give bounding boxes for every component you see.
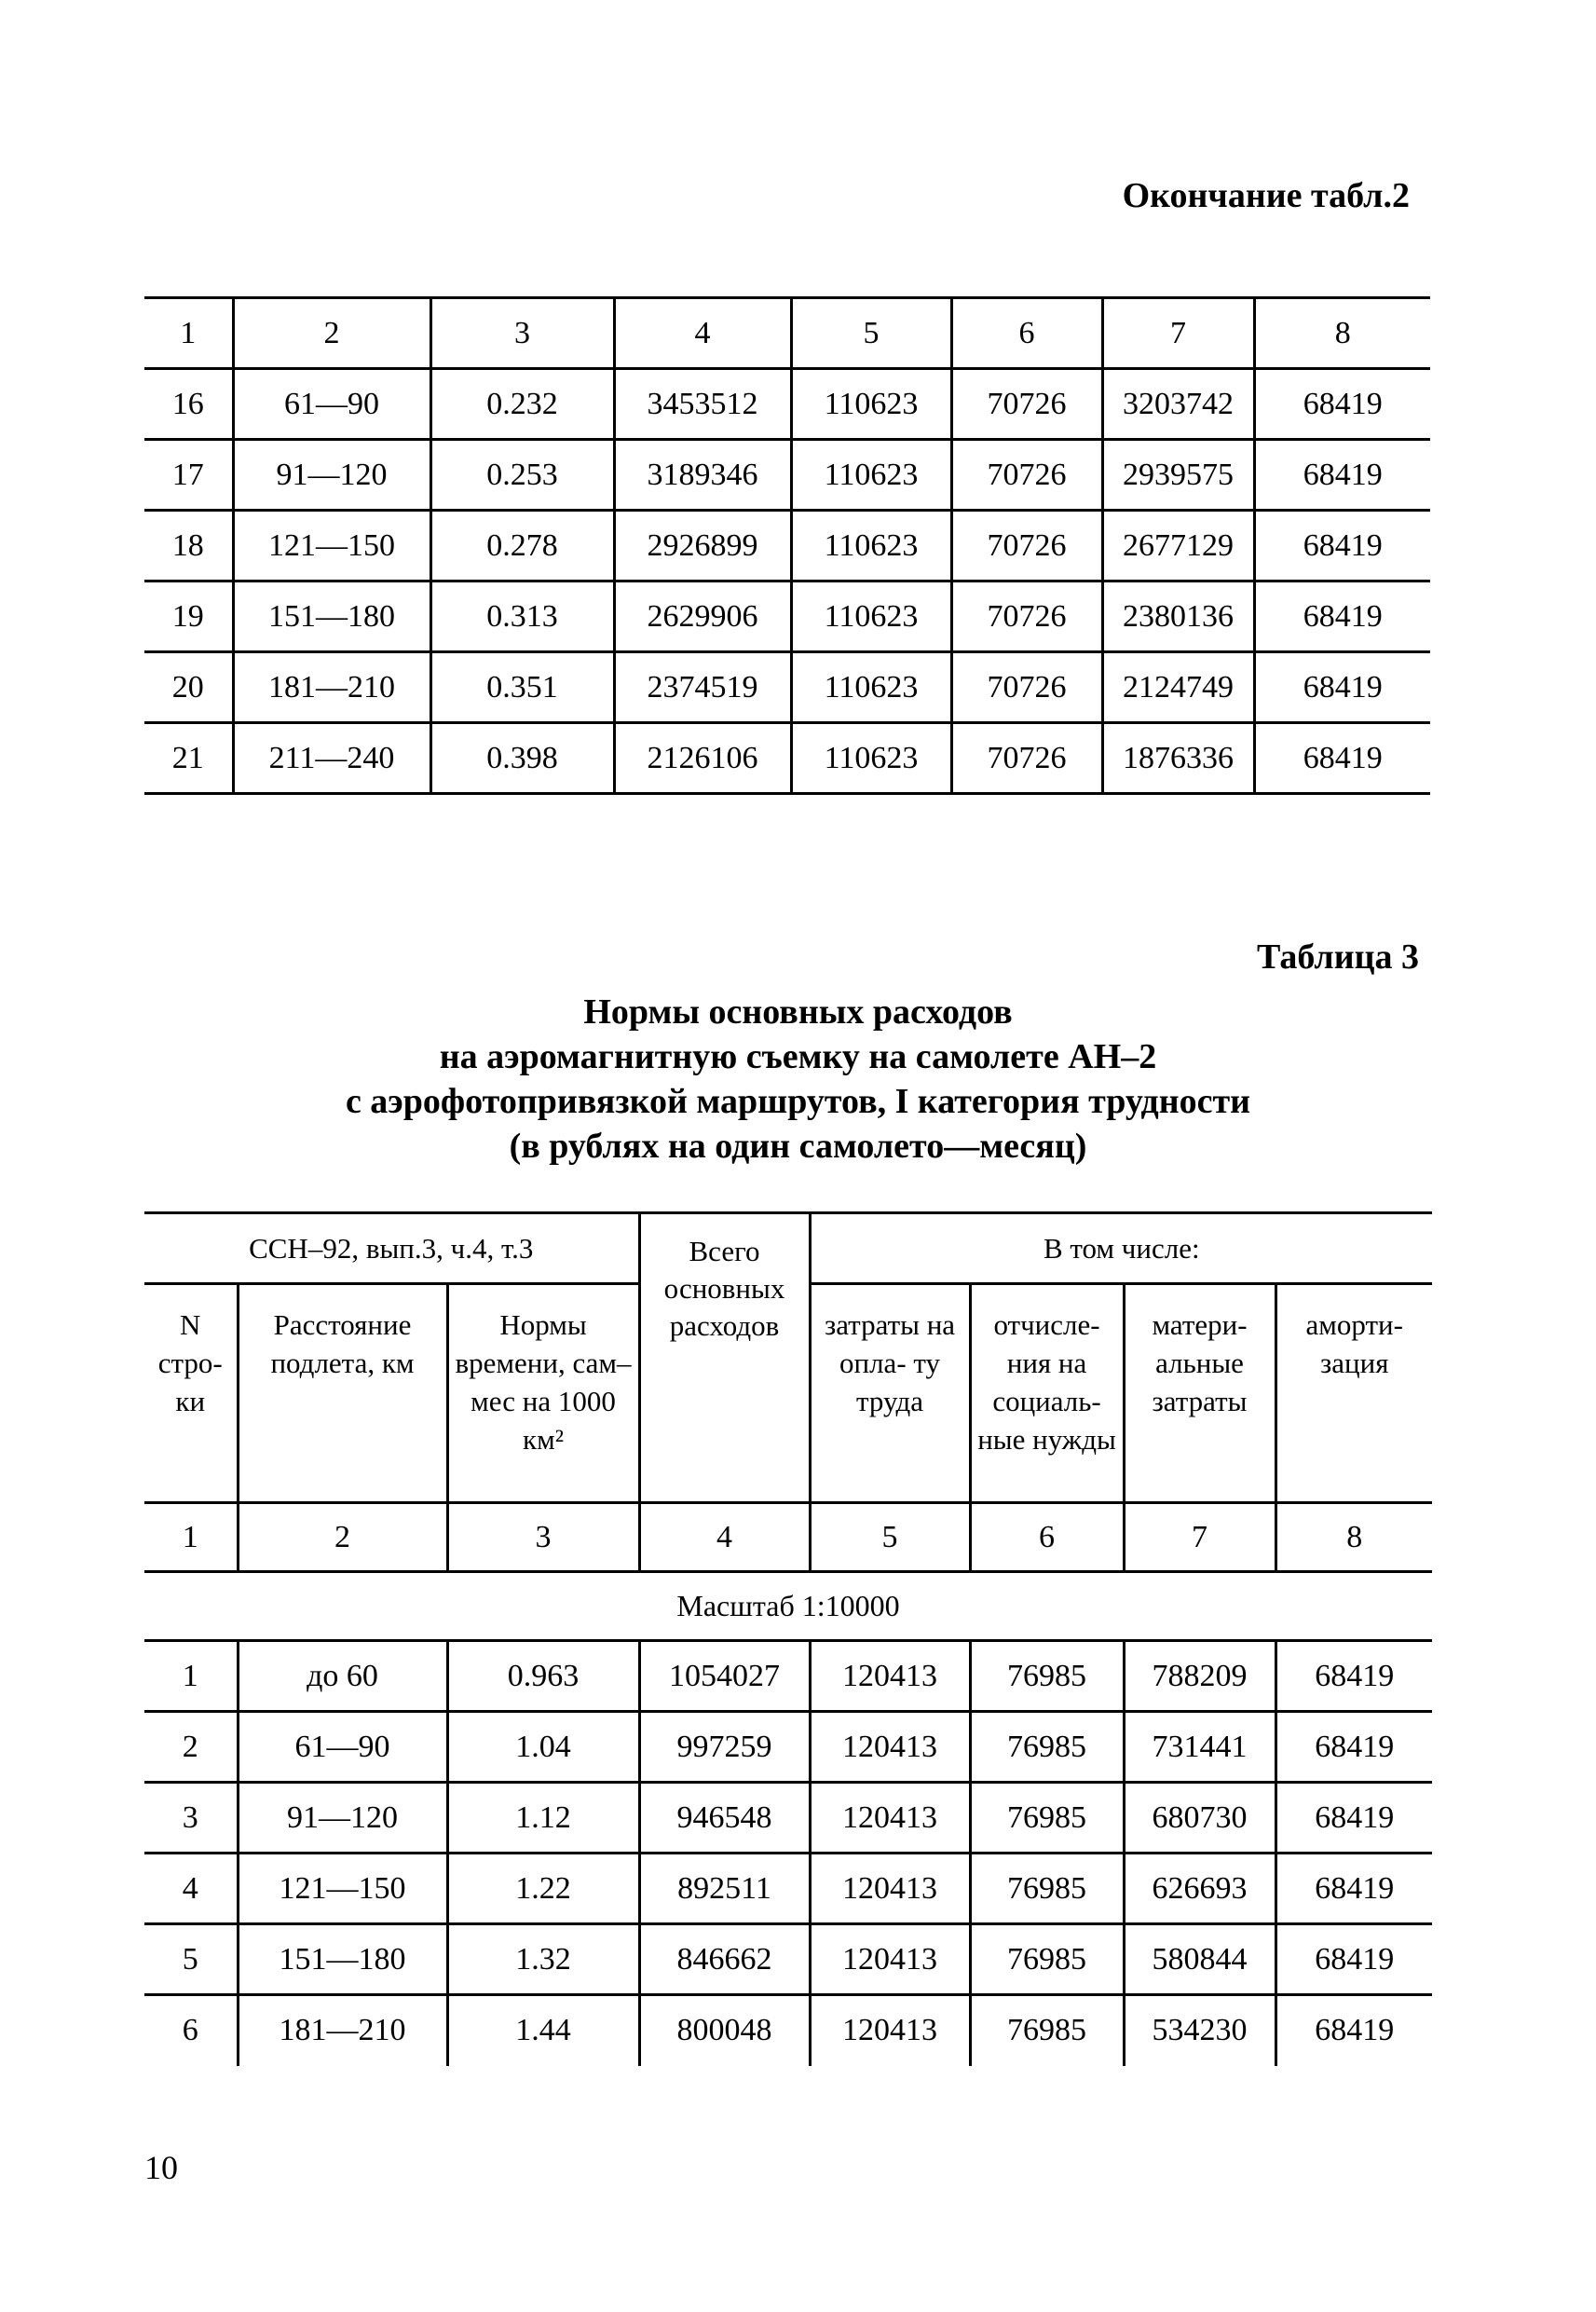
- table-cell: 2926899: [614, 511, 791, 581]
- page-number: 10: [144, 2149, 178, 2186]
- column-number-cell: 8: [1275, 1503, 1432, 1572]
- table-cell: 731441: [1124, 1712, 1275, 1783]
- row-number-header: N стро- ки: [157, 1308, 223, 1417]
- header-cell: 1: [180, 315, 197, 350]
- column-number-cell: 5: [810, 1503, 970, 1572]
- table-3: [144, 1211, 1432, 2066]
- group-header-cell: ССН–92, вып.3, ч.4, т.3: [249, 1231, 534, 1265]
- caption-line: (в рублях на один самолето—месяц): [509, 1127, 1087, 1166]
- table-cell: 16: [171, 386, 204, 421]
- table-cell: 1.44: [447, 1995, 639, 2066]
- table-cell: 61—90: [238, 1712, 447, 1783]
- column-numbers-row: [144, 1503, 1432, 1572]
- caption-line: Нормы основных расходов: [583, 992, 1013, 1032]
- table-cell: 70726: [951, 652, 1102, 723]
- table-row: [144, 581, 1430, 652]
- header-cell: 7: [1102, 298, 1254, 369]
- table-cell: 1: [182, 1658, 198, 1693]
- table-cell: 181—210: [233, 652, 430, 723]
- scale-label: Масштаб 1:10000: [676, 1589, 900, 1622]
- table-cell: 788209: [1124, 1641, 1275, 1712]
- table-2-continuation: [144, 296, 1430, 795]
- table-row: [144, 369, 1430, 440]
- table-cell: 91—120: [238, 1783, 447, 1854]
- table-cell: 680730: [1124, 1783, 1275, 1854]
- table-cell: 70726: [951, 723, 1102, 794]
- table-cell: 110623: [791, 723, 951, 794]
- table-row: [144, 511, 1430, 581]
- table-cell: 2374519: [614, 652, 791, 723]
- table-row: [144, 1854, 1432, 1924]
- table-3-header-row-1: [144, 1213, 1432, 1284]
- table-cell: 68419: [1254, 511, 1430, 581]
- table-cell: 0.398: [430, 723, 614, 794]
- header-cell: 4: [614, 298, 791, 369]
- table-cell: 121—150: [238, 1854, 447, 1924]
- table-cell: 68419: [1254, 581, 1430, 652]
- table-cell: 3203742: [1102, 369, 1254, 440]
- table-cell: 76985: [970, 1995, 1124, 2066]
- table-cell: до 60: [238, 1641, 447, 1712]
- table-cell: 0.313: [430, 581, 614, 652]
- column-number-cell: 2: [238, 1503, 447, 1572]
- table-cell: 110623: [791, 652, 951, 723]
- table-cell: 68419: [1275, 1783, 1432, 1854]
- table-cell: 110623: [791, 581, 951, 652]
- table-cell: 1876336: [1102, 723, 1254, 794]
- table-cell: 110623: [791, 511, 951, 581]
- header-cell: 2: [233, 298, 430, 369]
- table-cell: 0.278: [430, 511, 614, 581]
- table-cell: 91—120: [233, 440, 430, 511]
- wages-header: затраты на опла- ту труда: [810, 1284, 970, 1503]
- table-cell: 120413: [810, 1783, 970, 1854]
- table-cell: 3453512: [614, 369, 791, 440]
- table-cell: 68419: [1254, 723, 1430, 794]
- table-cell: 1.22: [447, 1854, 639, 1924]
- table-cell: 997259: [639, 1712, 810, 1783]
- table-cell: 70726: [951, 440, 1102, 511]
- table-cell: 120413: [810, 1995, 970, 2066]
- table-cell: 76985: [970, 1712, 1124, 1783]
- table-cell: 4: [182, 1870, 198, 1906]
- table-cell: 68419: [1275, 1854, 1432, 1924]
- column-number-cell: 1: [182, 1519, 198, 1554]
- header-cell: 5: [791, 298, 951, 369]
- table-cell: 21: [171, 740, 204, 775]
- distance-header: Расстояние подлета, км: [238, 1284, 447, 1503]
- table-cell: 70726: [951, 511, 1102, 581]
- table-cell: 3189346: [614, 440, 791, 511]
- column-number-cell: 6: [970, 1503, 1124, 1572]
- table-cell: 2380136: [1102, 581, 1254, 652]
- caption-line: на аэромагнитную съемку на самолете АН–2: [439, 1037, 1157, 1076]
- table-cell: 68419: [1254, 369, 1430, 440]
- material-header: матери- альные затраты: [1124, 1284, 1275, 1503]
- table-cell: 68419: [1275, 1924, 1432, 1995]
- amortization-header: аморти- зация: [1275, 1284, 1432, 1503]
- table-cell: 120413: [810, 1854, 970, 1924]
- table-cell: 626693: [1124, 1854, 1275, 1924]
- table-cell: 61—90: [233, 369, 430, 440]
- table-cell: 110623: [791, 440, 951, 511]
- table-cell: 0.253: [430, 440, 614, 511]
- table-cell: 2: [182, 1729, 198, 1764]
- table-cell: 68419: [1275, 1995, 1432, 2066]
- table-row: [144, 1641, 1432, 1712]
- table-cell: 2939575: [1102, 440, 1254, 511]
- continuation-title: Окончание табл.2: [1122, 176, 1410, 215]
- table-cell: 1.04: [447, 1712, 639, 1783]
- table-row: [144, 440, 1430, 511]
- table-cell: 1.12: [447, 1783, 639, 1854]
- table-cell: 120413: [810, 1641, 970, 1712]
- table-cell: 19: [171, 598, 204, 634]
- header-cell: 6: [951, 298, 1102, 369]
- table-cell: 846662: [639, 1924, 810, 1995]
- table-cell: 800048: [639, 1995, 810, 2066]
- social-header: отчисле- ния на социаль- ные нужды: [970, 1284, 1124, 1503]
- table-cell: 6: [182, 2013, 198, 2048]
- table-cell: 151—180: [238, 1924, 447, 1995]
- table-cell: 68419: [1275, 1641, 1432, 1712]
- table-cell: 70726: [951, 369, 1102, 440]
- scale-row: [144, 1572, 1432, 1641]
- table-cell: 211—240: [233, 723, 430, 794]
- table-row: [144, 1924, 1432, 1995]
- table-cell: 2124749: [1102, 652, 1254, 723]
- table-cell: 892511: [639, 1854, 810, 1924]
- table-cell: 181—210: [238, 1995, 447, 2066]
- table-header-row: [144, 298, 1430, 369]
- including-header-cell: В том числе:: [810, 1213, 1432, 1284]
- table-cell: 76985: [970, 1924, 1124, 1995]
- table-cell: 2629906: [614, 581, 791, 652]
- table-cell: 5: [182, 1941, 198, 1977]
- table-cell: 1.32: [447, 1924, 639, 1995]
- header-cell: 8: [1254, 298, 1430, 369]
- table-cell: 110623: [791, 369, 951, 440]
- table-cell: 70726: [951, 581, 1102, 652]
- table-row: [144, 723, 1430, 794]
- column-number-cell: 3: [447, 1503, 639, 1572]
- table-cell: 76985: [970, 1641, 1124, 1712]
- table-cell: 3: [182, 1799, 198, 1835]
- table-cell: 120413: [810, 1924, 970, 1995]
- table-cell: 120413: [810, 1712, 970, 1783]
- table-3-caption: [0, 990, 1596, 1169]
- table-cell: 0.351: [430, 652, 614, 723]
- table-row: [144, 652, 1430, 723]
- caption-line: с аэрофотопривязкой маршрутов, I категория трудности: [345, 1082, 1251, 1121]
- header-cell: 3: [430, 298, 614, 369]
- table-cell: 17: [171, 457, 204, 492]
- table-cell: 580844: [1124, 1924, 1275, 1995]
- table-row: [144, 1712, 1432, 1783]
- table-cell: 534230: [1124, 1995, 1275, 2066]
- total-header-cell: Всего основных расходов: [639, 1213, 810, 1503]
- table-row: [144, 1995, 1432, 2066]
- table-cell: 1054027: [639, 1641, 810, 1712]
- table-cell: 68419: [1254, 652, 1430, 723]
- column-number-cell: 7: [1124, 1503, 1275, 1572]
- table-cell: 946548: [639, 1783, 810, 1854]
- table-cell: 68419: [1275, 1712, 1432, 1783]
- norms-header: Нормы времени, сам–мес на 1000 км²: [447, 1284, 639, 1503]
- table-cell: 18: [171, 527, 204, 563]
- table-cell: 0.232: [430, 369, 614, 440]
- table-cell: 76985: [970, 1783, 1124, 1854]
- table-cell: 151—180: [233, 581, 430, 652]
- table-cell: 76985: [970, 1854, 1124, 1924]
- table-cell: 2677129: [1102, 511, 1254, 581]
- column-number-cell: 4: [639, 1503, 810, 1572]
- table-cell: 2126106: [614, 723, 791, 794]
- table-row: [144, 1783, 1432, 1854]
- table-cell: 20: [171, 669, 204, 705]
- table-cell: 68419: [1254, 440, 1430, 511]
- table-cell: 121—150: [233, 511, 430, 581]
- table-cell: 0.963: [447, 1641, 639, 1712]
- table-3-label: Таблица 3: [1256, 937, 1419, 977]
